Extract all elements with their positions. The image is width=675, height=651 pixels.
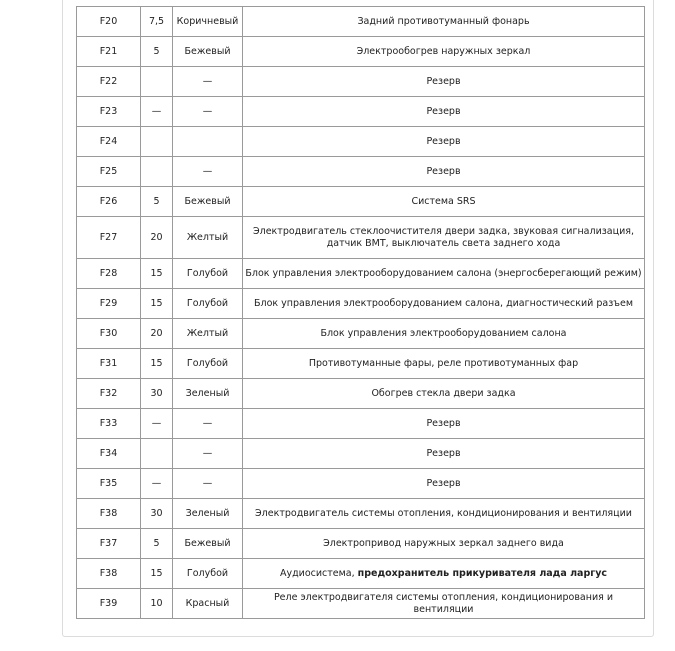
table-row (77, 379, 645, 409)
description-cell: Электрообогрев наружных зеркал (243, 37, 645, 67)
fuse-id-cell: F32 (77, 379, 141, 409)
description-cell: Резерв (243, 157, 645, 187)
color-cell: — (173, 409, 243, 439)
fuse-id-cell: F24 (77, 127, 141, 157)
fuse-id-cell: F38 (77, 499, 141, 529)
color-cell: Зеленый (173, 499, 243, 529)
description-cell: Система SRS (243, 187, 645, 217)
table-row (77, 259, 645, 289)
fuse-id-cell: F27 (77, 217, 141, 259)
description-cell (243, 559, 645, 589)
fuse-id-cell: F35 (77, 469, 141, 499)
description-cell: Обогрев стекла двери задка (243, 379, 645, 409)
color-cell: Бежевый (173, 529, 243, 559)
color-cell: — (173, 469, 243, 499)
color-cell: — (173, 439, 243, 469)
description-cell: Резерв (243, 409, 645, 439)
description-bold-link-text: предохранитель прикуривателя лада ларгус (357, 567, 608, 579)
description-cell: Электродвигатель стеклоочистителя двери задка, звуковая сигнализация, датчик ВМТ, выключатель света заднего хода (243, 217, 645, 259)
amperage-cell: 15 (141, 289, 173, 319)
amperage-cell: — (141, 97, 173, 127)
color-cell: Голубой (173, 349, 243, 379)
description-cell: Противотуманные фары, реле противотуманных фар (243, 349, 645, 379)
amperage-cell: 5 (141, 37, 173, 67)
description-text: Аудиосистема, (279, 567, 355, 579)
color-cell: Бежевый (173, 37, 243, 67)
amperage-cell: 30 (141, 379, 173, 409)
color-cell: — (173, 157, 243, 187)
description-cell: Блок управления электрооборудованием салона (энергосберегающий режим) (243, 259, 645, 289)
fuse-id-cell: F21 (77, 37, 141, 67)
table-row (77, 469, 645, 499)
description-cell: Электропривод наружных зеркал заднего вида (243, 529, 645, 559)
fuse-id-cell: F28 (77, 259, 141, 289)
description-cell: Резерв (243, 439, 645, 469)
description-cell: Резерв (243, 127, 645, 157)
table-row (77, 217, 645, 259)
table-row (77, 349, 645, 379)
fuse-id-cell: F31 (77, 349, 141, 379)
table-row (77, 559, 645, 589)
fuse-id-cell: F26 (77, 187, 141, 217)
table-row (77, 127, 645, 157)
description-cell: Электродвигатель системы отопления, кондиционирования и вентиляции (243, 499, 645, 529)
description-cell: Резерв (243, 97, 645, 127)
color-cell: — (173, 67, 243, 97)
table-row (77, 97, 645, 127)
color-cell: Голубой (173, 259, 243, 289)
color-cell: Желтый (173, 319, 243, 349)
fuse-table (76, 6, 645, 619)
fuse-id-cell: F23 (77, 97, 141, 127)
table-row (77, 409, 645, 439)
description-cell: Блок управления электрооборудованием салона (243, 319, 645, 349)
fuse-id-cell: F37 (77, 529, 141, 559)
color-cell: Красный (173, 589, 243, 619)
description-cell: Резерв (243, 67, 645, 97)
table-row (77, 157, 645, 187)
color-cell: Зеленый (173, 379, 243, 409)
color-cell: Голубой (173, 289, 243, 319)
color-cell (173, 127, 243, 157)
amperage-cell (141, 127, 173, 157)
table-row (77, 289, 645, 319)
amperage-cell: 30 (141, 499, 173, 529)
amperage-cell: — (141, 409, 173, 439)
amperage-cell: 15 (141, 349, 173, 379)
table-row (77, 529, 645, 559)
description-cell: Резерв (243, 469, 645, 499)
table-row (77, 319, 645, 349)
amperage-cell: — (141, 469, 173, 499)
table-row (77, 7, 645, 37)
amperage-cell: 15 (141, 559, 173, 589)
fuse-id-cell: F29 (77, 289, 141, 319)
amperage-cell: 5 (141, 187, 173, 217)
description-cell: Блок управления электрооборудованием салона, диагностический разъем (243, 289, 645, 319)
amperage-cell: 20 (141, 217, 173, 259)
color-cell: Желтый (173, 217, 243, 259)
amperage-cell: 7,5 (141, 7, 173, 37)
fuse-id-cell: F25 (77, 157, 141, 187)
color-cell: — (173, 97, 243, 127)
color-cell: Бежевый (173, 187, 243, 217)
table-row (77, 37, 645, 67)
amperage-cell (141, 157, 173, 187)
table-row (77, 187, 645, 217)
fuse-id-cell: F38 (77, 559, 141, 589)
table-row (77, 589, 645, 619)
color-cell: Коричневый (173, 7, 243, 37)
fuse-id-cell: F30 (77, 319, 141, 349)
description-cell: Реле электродвигателя системы отопления, кондиционирования и вентиляции (243, 589, 645, 619)
fuse-id-cell: F33 (77, 409, 141, 439)
table-row (77, 439, 645, 469)
table-row (77, 67, 645, 97)
amperage-cell: 10 (141, 589, 173, 619)
color-cell: Голубой (173, 559, 243, 589)
table-row (77, 499, 645, 529)
fuse-id-cell: F20 (77, 7, 141, 37)
amperage-cell: 5 (141, 529, 173, 559)
fuse-id-cell: F22 (77, 67, 141, 97)
fuse-id-cell: F34 (77, 439, 141, 469)
description-cell: Задний противотуманный фонарь (243, 7, 645, 37)
amperage-cell (141, 67, 173, 97)
amperage-cell (141, 439, 173, 469)
amperage-cell: 15 (141, 259, 173, 289)
amperage-cell: 20 (141, 319, 173, 349)
fuse-id-cell: F39 (77, 589, 141, 619)
